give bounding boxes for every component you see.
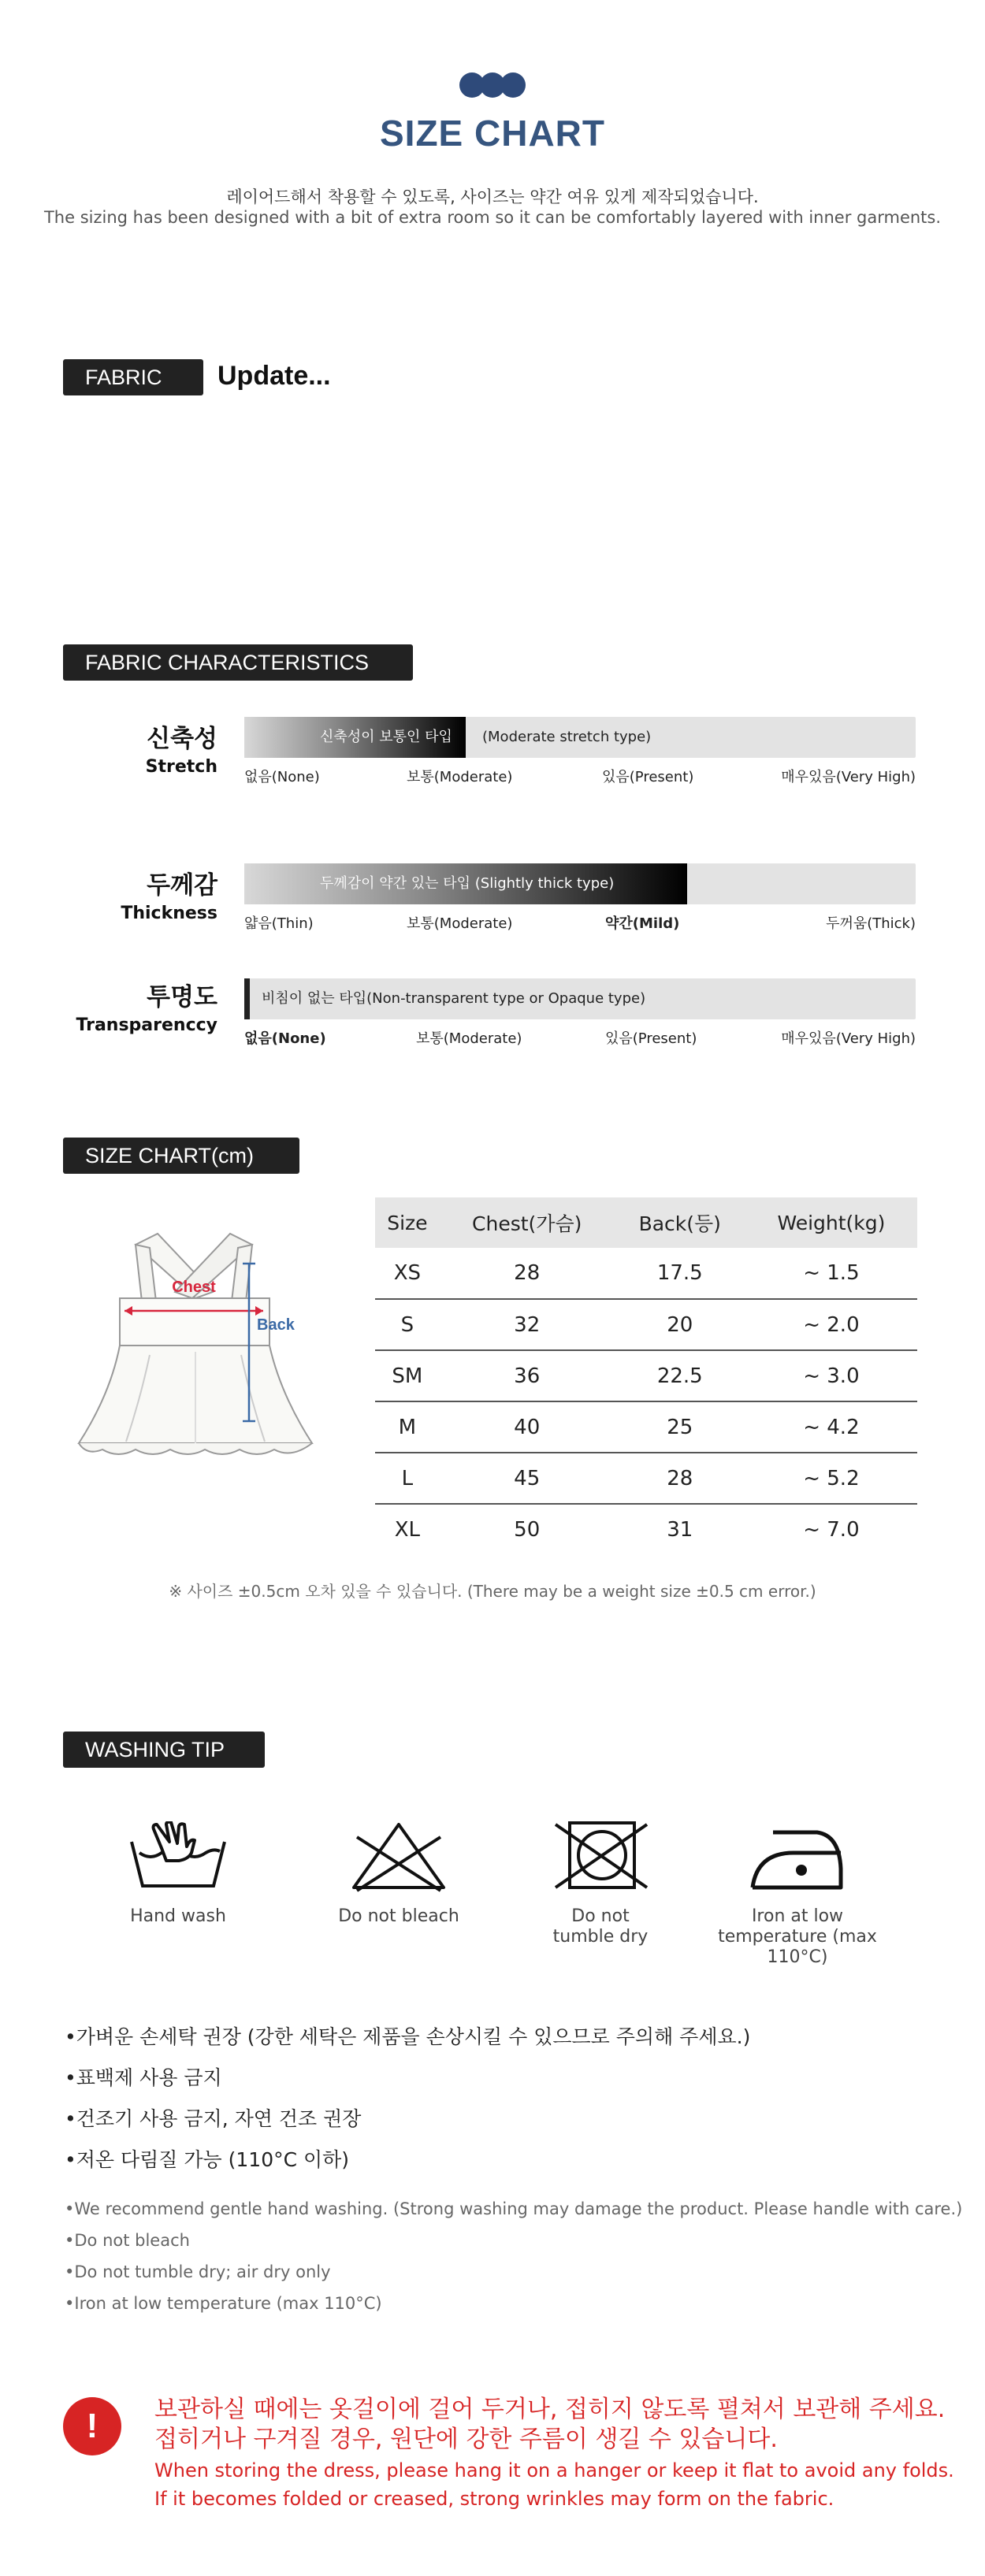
thickness-name-ko: 두께감 — [147, 871, 217, 900]
intro-text-ko: 레이어드해서 착용할 수 있도록, 사이즈는 약간 여유 있게 제작되었습니다. — [226, 187, 759, 206]
table-cell: ~ 2.0 — [745, 1299, 917, 1350]
transparency-name — [60, 977, 217, 1035]
stretch-name-ko: 신축성 — [147, 725, 217, 753]
scale-label: 있음(Present) — [602, 769, 694, 785]
table-cell: 28 — [440, 1248, 615, 1299]
wash-caption: Hand wash — [130, 1906, 226, 1926]
hand-wash-icon — [127, 1821, 229, 1892]
table-cell: 17.5 — [615, 1248, 745, 1299]
table-cell: 20 — [615, 1299, 745, 1350]
transparency-bar-fill — [244, 978, 250, 1019]
fabric-value: Update... — [217, 361, 331, 391]
list-item: •Iron at low temperature (max 110°C) — [65, 2294, 382, 2313]
transparency-bar — [244, 978, 916, 1019]
transparency-bar-outside-text: 비침이 없는 타입(Non-transparent type or Opaque type) — [262, 990, 646, 1007]
table-cell: L — [375, 1453, 440, 1504]
transparency-name-en: Transparenccy — [76, 1015, 217, 1035]
warning-icon: ! — [63, 2397, 121, 2455]
page-title: SIZE CHART — [380, 113, 605, 154]
table-cell: 50 — [514, 1518, 541, 1542]
scale-label: 보통(Moderate) — [416, 1030, 522, 1047]
table-cell: ~ 5.2 — [745, 1453, 917, 1504]
back-label: Back — [257, 1316, 295, 1334]
intro-text-en: The sizing has been designed with a bit of extra room so it can be comfortably layered with inner garments. — [43, 208, 942, 227]
fabric-section-label: FABRIC — [63, 359, 203, 395]
scale-label: 없음(None) — [244, 769, 320, 785]
table-cell: 45 — [440, 1453, 615, 1504]
size-error-note: ※ 사이즈 ±0.5cm 오차 있을 수 있습니다. (There may be a weight size ±0.5 cm error.) — [169, 1582, 816, 1601]
wash-item-no-bleach — [296, 1821, 501, 1927]
no-bleach-icon — [348, 1821, 450, 1892]
wash-caption: Iron at low temperature (max 110°C) — [718, 1906, 877, 1967]
no-tumble-dry-icon — [549, 1821, 652, 1892]
brand-logo-dots — [459, 72, 526, 98]
table-cell: ~ 4.2 — [745, 1401, 917, 1453]
scale-label: 보통(Moderate) — [407, 769, 513, 785]
table-cell: ~ 7.0 — [803, 1518, 860, 1542]
table-row — [375, 1299, 917, 1350]
scale-label: 없음(None) — [244, 1030, 326, 1047]
dress-diagram — [63, 1213, 331, 1481]
table-row — [375, 1453, 917, 1504]
list-item: •We recommend gentle hand washing. (Strong washing may damage the product. Please handle with care.) — [65, 2199, 963, 2218]
chest-label: Chest — [172, 1279, 216, 1296]
list-item: •저온 다림질 가능 (110°C 이하) — [65, 2148, 350, 2171]
scale-label: 두꺼움(Thick) — [826, 915, 916, 932]
wash-item-iron-low — [695, 1821, 900, 1968]
wash-caption: Do not tumble dry — [552, 1906, 649, 1947]
storage-warning-en — [154, 2456, 954, 2513]
table-cell: 36 — [440, 1350, 615, 1401]
thickness-name — [60, 865, 217, 923]
wash-item-hand-wash — [76, 1821, 281, 1927]
column-header: Weight(kg) — [745, 1197, 917, 1248]
scale-label: 약간(Mild) — [605, 915, 680, 932]
thickness-bar — [244, 863, 916, 904]
scale-label: 매우있음(Very High) — [781, 769, 916, 785]
transparency-name-ko: 투명도 — [147, 983, 217, 1011]
size-table — [375, 1197, 917, 1555]
warning-line: 보관하실 때에는 옷걸이에 걸어 두거나, 접히지 않도록 펼쳐서 보관해 주세요. — [154, 2396, 946, 2423]
table-row — [375, 1401, 917, 1453]
table-cell: M — [375, 1401, 440, 1453]
stretch-bar-outside-text: (Moderate stretch type) — [482, 729, 652, 745]
wash-item-no-tumble-dry — [498, 1821, 703, 1947]
warning-line: When storing the dress, please hang it on a hanger or keep it flat to avoid any folds. — [154, 2459, 954, 2481]
table-header-row — [375, 1197, 917, 1248]
stretch-name-en: Stretch — [145, 757, 217, 777]
column-header: Chest(가슴) — [440, 1197, 615, 1248]
column-header: Size — [375, 1197, 440, 1248]
table-cell: 25 — [615, 1401, 745, 1453]
size-chart-section-label: SIZE CHART(cm) — [63, 1138, 299, 1174]
list-item: •가벼운 손세탁 권장 (강한 세탁은 제품을 손상시킬 수 있으므로 주의해 주세요.) — [65, 2025, 751, 2048]
list-item: •건조기 사용 금지, 자연 건조 권장 — [65, 2107, 362, 2130]
table-row — [375, 1350, 917, 1401]
washing-section-label: WASHING TIP — [63, 1732, 265, 1768]
iron-low-icon — [746, 1821, 849, 1892]
table-cell: ~ 3.0 — [745, 1350, 917, 1401]
warning-line: If it becomes folded or creased, strong wrinkles may form on the fabric. — [154, 2488, 834, 2510]
table-row — [375, 1248, 917, 1299]
table-cell: 32 — [440, 1299, 615, 1350]
warning-line: 접히거나 구겨질 경우, 원단에 강한 주름이 생길 수 있습니다. — [154, 2426, 778, 2453]
list-item: •표백제 사용 금지 — [65, 2066, 222, 2089]
wash-caption: Do not bleach — [338, 1906, 459, 1926]
scale-label: 보통(Moderate) — [407, 915, 513, 932]
list-item: •Do not tumble dry; air dry only — [65, 2262, 331, 2281]
stretch-scale — [244, 766, 916, 786]
table-cell: SM — [375, 1350, 440, 1401]
column-header: Back(등) — [615, 1197, 745, 1248]
table-cell: 31 — [667, 1518, 693, 1542]
transparency-scale — [244, 1027, 916, 1048]
stretch-name — [60, 718, 217, 777]
scale-label: 있음(Present) — [605, 1030, 697, 1047]
stretch-bar — [244, 717, 916, 758]
characteristics-section-label: FABRIC CHARACTERISTICS — [63, 644, 413, 681]
table-cell: XS — [375, 1248, 440, 1299]
thickness-name-en: Thickness — [121, 904, 217, 923]
storage-warning-ko — [154, 2395, 945, 2455]
list-item: •Do not bleach — [65, 2231, 190, 2250]
stretch-bar-fill-text: 신축성이 보통인 타입 — [320, 729, 452, 745]
table-cell: 40 — [440, 1401, 615, 1453]
table-cell: S — [375, 1299, 440, 1350]
scale-label: 얇음(Thin) — [244, 915, 314, 932]
table-cell: 22.5 — [615, 1350, 745, 1401]
thickness-scale — [244, 912, 916, 933]
scale-label: 매우있음(Very High) — [781, 1030, 916, 1047]
thickness-bar-fill-text: 두께감이 약간 있는 타입 (Slightly thick type) — [320, 875, 615, 892]
table-cell: 28 — [615, 1453, 745, 1504]
washing-tips-en — [65, 2193, 962, 2319]
washing-tips-ko — [65, 2017, 750, 2181]
table-row — [375, 1504, 917, 1555]
table-cell: ~ 1.5 — [745, 1248, 917, 1299]
table-cell: XL — [394, 1518, 421, 1542]
